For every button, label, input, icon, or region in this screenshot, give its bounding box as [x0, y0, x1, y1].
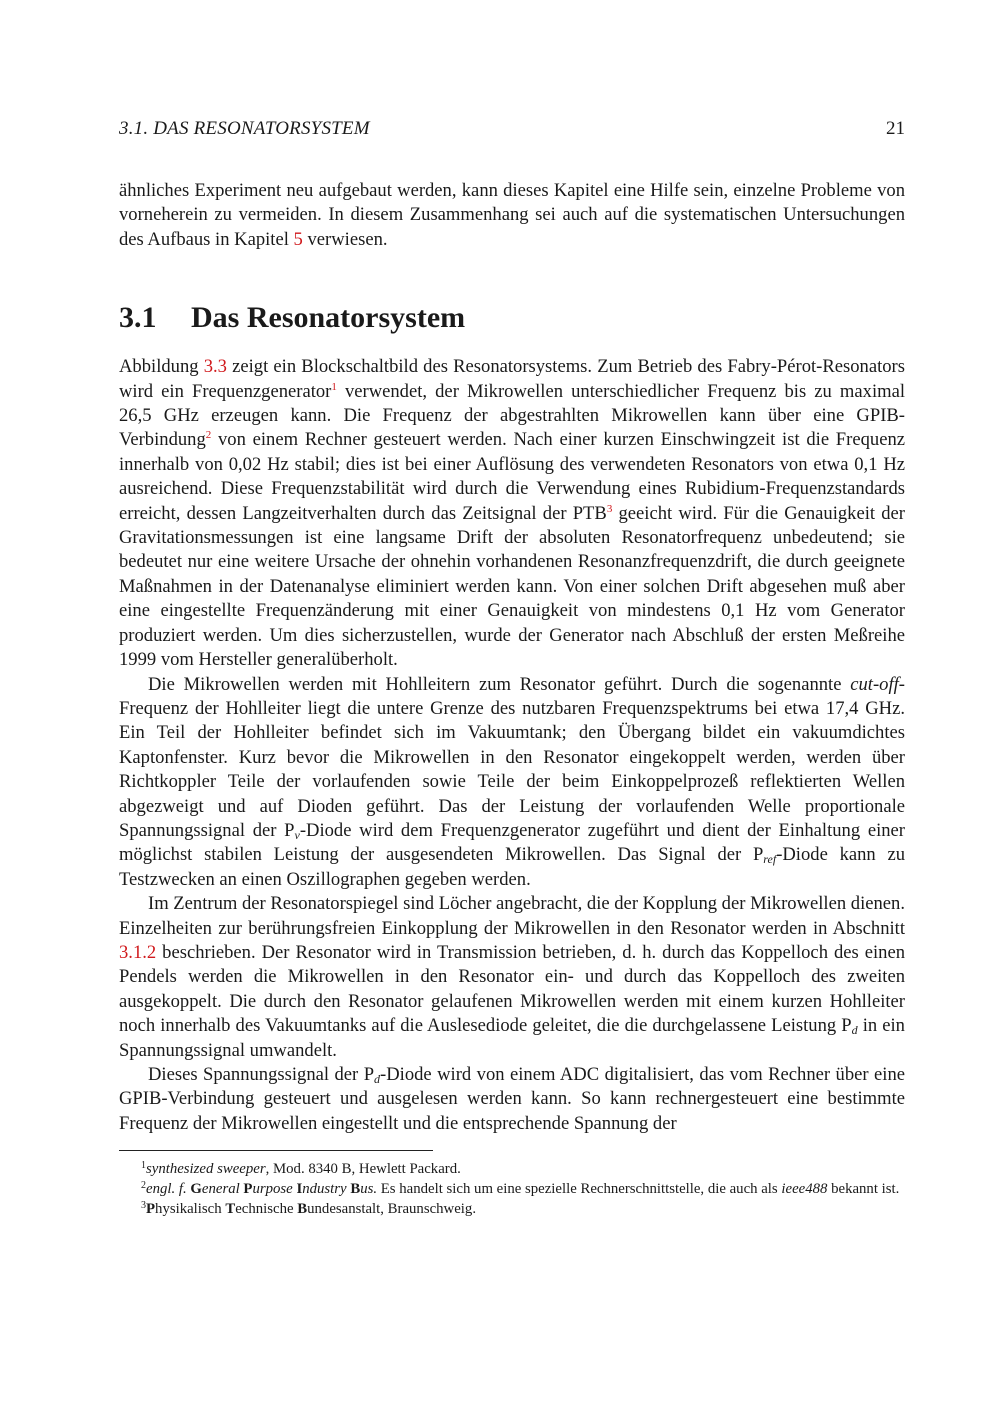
p1-text-e: geeicht wird. Für die Genauigkeit der Gravitationsmessungen ist eine langsame Drift der absoluten Resonatorfrequenz unbedeutend; sie bedeutet nur eine weitere Ursache der ohnehin vorhandenen Resonanzfrequenzdrift, die durch geeignete Maßnahmen in der Datenanalyse eliminiert werden kann. Von einer solchen Drift abgesehen muß aber eine eingestellte Frequenzänderung mit einer Genauigkeit von mindestens 0,1 Hz vom Generator produziert werden. Um dies sicherzustellen, wurde der Generator nach Abschluß der ersten Meßreihe 1999 vom Hersteller generalüberholt.: [119, 502, 905, 671]
subscript-d-2: d: [374, 1072, 381, 1086]
subscript-ref: ref: [763, 852, 777, 867]
acronym-letter: P: [146, 1201, 156, 1218]
intro-paragraph: [119, 179, 905, 252]
acronym-word: urpose: [252, 1181, 293, 1198]
acronym-word: eneral: [201, 1181, 240, 1198]
footnote-1: [119, 1159, 905, 1179]
acronym-word: ndustry: [302, 1181, 347, 1198]
subscript-d: d: [851, 1023, 858, 1038]
acronym-letter: G: [190, 1181, 202, 1198]
page: [119, 118, 905, 1219]
paragraph-1: [119, 355, 905, 672]
p2-text-d: -Diode kann zu Testzwecken an einen Oszillographen gegeben werden.: [119, 844, 906, 890]
running-head: [119, 118, 905, 140]
acronym-letter: B: [297, 1201, 308, 1218]
acronym-letter: T: [225, 1201, 236, 1218]
acronym-word: us.: [360, 1181, 378, 1198]
footnote-2-mark: 2: [141, 1180, 146, 1192]
footnote-1-em: synthesized sweeper: [146, 1161, 266, 1178]
p2-text-a: Die Mikrowellen werden mit Hohlleitern zum Resonator geführt. Durch die sogenannte: [148, 673, 851, 695]
p3-text-a: Im Zentrum der Resonatorspiegel sind Löcher angebracht, die der Kopplung der Mikrowellen dienen. Einzelheiten zur berührungsfreien Einkopplung der Mikrowellen in den Resonator werden in Abschnitt: [119, 893, 905, 939]
p4-text-a: Dieses Spannungssignal der P: [148, 1064, 375, 1085]
footnote-2-em: engl. f.: [146, 1181, 187, 1198]
subscript-v: v: [294, 827, 300, 842]
p3-text-c: in ein Spannungssignal umwandelt.: [119, 1015, 905, 1061]
intro-text: ähnliches Experiment neu aufgebaut werden, kann dieses Kapitel eine Hilfe sein, einzelne Probleme von vorneherein zu vermeiden. In diesem Zusammenhang sei auch auf die systematischen Untersuchungen des Aufbaus in Kapitel: [119, 180, 905, 250]
section-heading: [119, 301, 905, 335]
footnote-1-mark: 1: [141, 1160, 146, 1172]
footnote-2: [119, 1179, 905, 1199]
footnote-1-text: , Mod. 8340 B, Hewlett Packard.: [265, 1161, 461, 1178]
paragraph-4: [119, 1063, 905, 1136]
footnote-3-mark: 3: [141, 1200, 146, 1212]
footnote-mark-1[interactable]: 1: [331, 380, 337, 393]
intro-text-end: verwiesen.: [302, 228, 388, 250]
acronym-word: hysikalisch: [155, 1201, 226, 1218]
footnote-2-text-end: bekannt ist.: [827, 1181, 900, 1198]
footnote-divider: [119, 1150, 433, 1151]
p1-text-a: Abbildung: [119, 356, 204, 378]
acronym-letter: B: [350, 1181, 361, 1198]
footnote-3: [119, 1199, 905, 1219]
p4-text-b: -Diode wird von einem ADC digitalisiert, das vom Rechner über eine GPIB-Verbindung gesteuert und ausgelesen werden kann. So kann rechnergesteuert eine bestimmte Frequenz der Mikrowellen eingestellt und die entsprechende Spannung der: [119, 1064, 905, 1134]
footnote-2-em2: ieee488: [781, 1181, 828, 1198]
acronym-letter: I: [296, 1181, 303, 1198]
p1-text-d: von einem Rechner gesteuert werden. Nach einer kurzen Einschwingzeit ist die Frequenz innerhalb von 0,02 Hz stabil; dies ist bei einer Auflösung des verwendeten Resonators von etwa 0,1 Hz ausreichend. Diese Frequenzstabilität wird durch die Verwendung eines Rubidium-Frequenzstandards erreicht, dessen Langzeitverhalten durch das Zeitsignal der PTB: [119, 429, 905, 524]
paragraph-2: [119, 673, 905, 893]
chapter-reference-link[interactable]: 5: [293, 228, 303, 250]
footnotes: [119, 1159, 905, 1219]
section-body: [119, 355, 905, 1136]
p2-text-c: -Diode wird dem Frequenzgenerator zugeführt und dient der Einhaltung einer möglichst stabilen Leistung der ausgesendeten Mikrowellen. Das Signal der P: [119, 819, 905, 866]
section-number: 3.1: [119, 301, 157, 335]
running-head-title: 3.1. DAS RESONATORSYSTEM: [119, 118, 370, 139]
footnote-mark-2[interactable]: 2: [205, 429, 212, 442]
p1-text-b: zeigt ein Blockschaltbild des Resonatorsystems. Zum Betrieb des Fabry-Pérot-Resonators wird ein Frequenzgenerator: [119, 356, 905, 402]
p2-text-b: -Frequenz der Hohlleiter liegt die untere Grenze des nutzbaren Frequenzspektrums bei etwa 17,4 GHz. Ein Teil der Hohlleiter befindet sich im Vakuumtank; den Übergang bildet ein vakuumdichtes Kaptonfenster. Kurz bevor die Mikrowellen in den Resonator eingekoppelt werden, werden über Richtkoppler Teile der vorlaufenden sowie Teile der beim Einkoppelprozeß reflektierten Wellen abgezweigt und auf Dioden geführt. Das der Leistung der vorlaufenden Welle proportionale Spannungssignal der P: [119, 673, 905, 841]
figure-reference-link[interactable]: 3.3: [203, 356, 227, 378]
footnote-2-text: Es handelt sich um eine spezielle Rechnerschnittstelle, die auch als: [377, 1181, 782, 1198]
footnote-mark-3[interactable]: 3: [606, 502, 613, 515]
section-title: Das Resonatorsystem: [191, 301, 466, 335]
section-reference-link[interactable]: 3.1.2: [119, 941, 157, 963]
paragraph-3: [119, 892, 905, 1063]
p3-text-b: beschrieben. Der Resonator wird in Transmission betrieben, d. h. durch das Koppelloch des einen Pendels werden die Mikrowellen in den Resonator ein- und durch das Koppelloch des zweiten ausgekoppelt. Die durch den Resonator gelaufenen Mikrowellen werden mit einem kurzen Hohlleiter noch innerhalb des Vakuumtanks auf die Auslesediode geleitet, die die durchgelassene Leistung P: [119, 941, 905, 1037]
acronym-word: undesanstalt, Braunschweig.: [307, 1201, 477, 1218]
acronym-letter: P: [243, 1181, 253, 1198]
page-number: 21: [886, 118, 905, 139]
cut-off-term: cut-off: [850, 673, 899, 695]
acronym-word: echnische: [235, 1201, 298, 1218]
p1-text-c: verwendet, der Mikrowellen unterschiedlicher Frequenz bis zu maximal 26,5 GHz erzeugen kann. Die Frequenz der abgestrahlten Mikrowellen kann über eine GPIB-Verbindung: [119, 380, 905, 451]
